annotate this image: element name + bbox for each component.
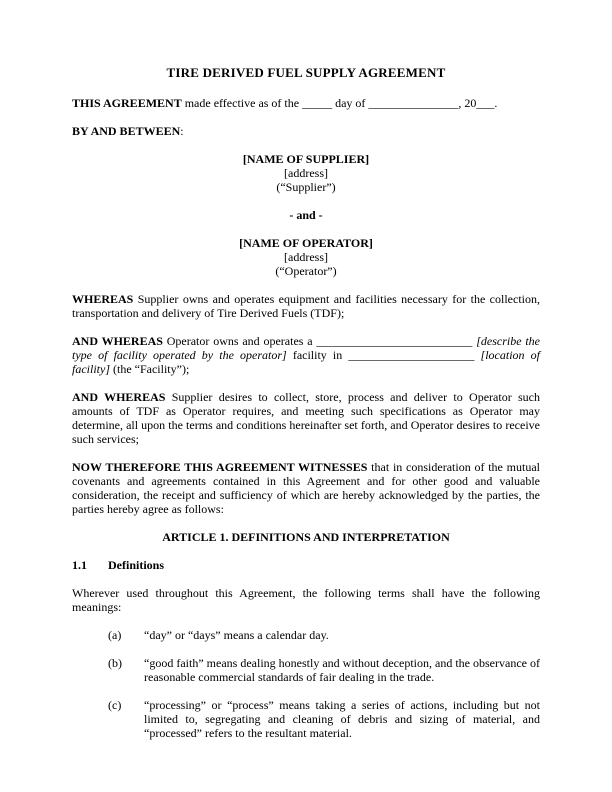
recital-facility-text-2: facility in [286,348,349,362]
by-and-between-colon: : [180,124,184,138]
recital-services-text: Supplier desires to collect, store, process and deliver to Operator such amounts of TDF as Operator requires, and meeting such specifications as Operator may determine, all upon the terms and conditions hereinafter set forth, and Operator desires to receive such services; [72,390,540,446]
now-therefore-lead: NOW THEREFORE THIS AGREEMENT WITNESSES [72,460,368,474]
clause-b [108,656,540,684]
and-separator: - and - [289,208,323,222]
by-and-between-line [72,124,540,138]
facility-location-blank: _____________________ [348,348,475,362]
recital-facility [72,334,540,376]
clause-c-label: (c) [108,698,122,712]
supplier-alias: (“Supplier”) [276,180,336,194]
recital-collection-text: Supplier owns and operates equipment and facilities necessary for the collection, transportation and delivery of Tire Derived Fuels (TDF); [72,292,540,320]
effective-text-3: , 20 [458,96,477,110]
facility-location-note: [location of facility] [72,348,540,376]
facility-type-note: [describe the type of facility operated by the operator] [72,334,540,362]
recital-services-lead: AND WHEREAS [72,390,166,404]
supplier-name: [NAME OF SUPPLIER] [242,152,370,166]
effective-lead: THIS AGREEMENT [72,96,182,110]
now-therefore-text: that in consideration of the mutual covenants and agreements contained in this Agreement and for other good and valuable consideration, the receipt and sufficiency of which are hereby acknowledged by the parties, the parties hereby agree as follows: [72,460,540,516]
document-title: TIRE DERIVED FUEL SUPPLY AGREEMENT [166,65,446,80]
recital-collection-lead: WHEREAS [72,292,134,306]
section-number: 1.1 [72,558,87,572]
clause-b-text: “good faith” means dealing honestly and without deception, and the observance of reasonable commercial standards of fair dealing in the trade. [144,656,540,684]
month-blank: _______________ [368,96,459,110]
recital-services [72,390,540,446]
recital-facility-text-1: Operator owns and operates a [162,334,317,348]
recital-facility-lead: AND WHEREAS [72,334,163,348]
clause-c-text: “processing” or “process” means taking a series of actions, including but not limited to, segregating and cleaning of debris and sizing of material, and “processed” refers to the resultant material. [144,698,540,740]
year-blank: ___ [476,96,495,110]
clause-a-label: (a) [108,628,122,642]
recital-facility-text-3: (the “Facility”); [110,362,190,376]
effective-text-4: . [494,96,498,110]
effective-text-1: made effective as of the [181,96,303,110]
facility-type-blank: __________________________ [316,334,473,348]
operator-name: [NAME OF OPERATOR] [239,236,373,250]
supplier-address: [address] [284,166,328,180]
clause-c [108,698,540,740]
clause-a [108,628,540,642]
recital-collection [72,292,540,320]
definitions-intro: Wherever used throughout this Agreement, the following terms shall have the following meanings: [72,586,540,614]
section-1-1-heading [72,558,540,572]
effective-text-2: day of [332,96,369,110]
day-blank: _____ [302,96,333,110]
clause-a-text: “day” or “days” means a calendar day. [144,628,329,642]
article-1-heading: ARTICLE 1. DEFINITIONS AND INTERPRETATION [162,530,450,544]
supplier-block [72,152,540,194]
operator-alias: (“Operator”) [275,264,337,278]
clause-b-label: (b) [108,656,122,670]
effective-date-paragraph [72,96,540,110]
operator-address: [address] [284,250,328,264]
operator-block [72,236,540,278]
section-title: Definitions [108,558,165,572]
now-therefore-paragraph [72,460,540,516]
by-and-between-lead: BY AND BETWEEN [72,124,181,138]
